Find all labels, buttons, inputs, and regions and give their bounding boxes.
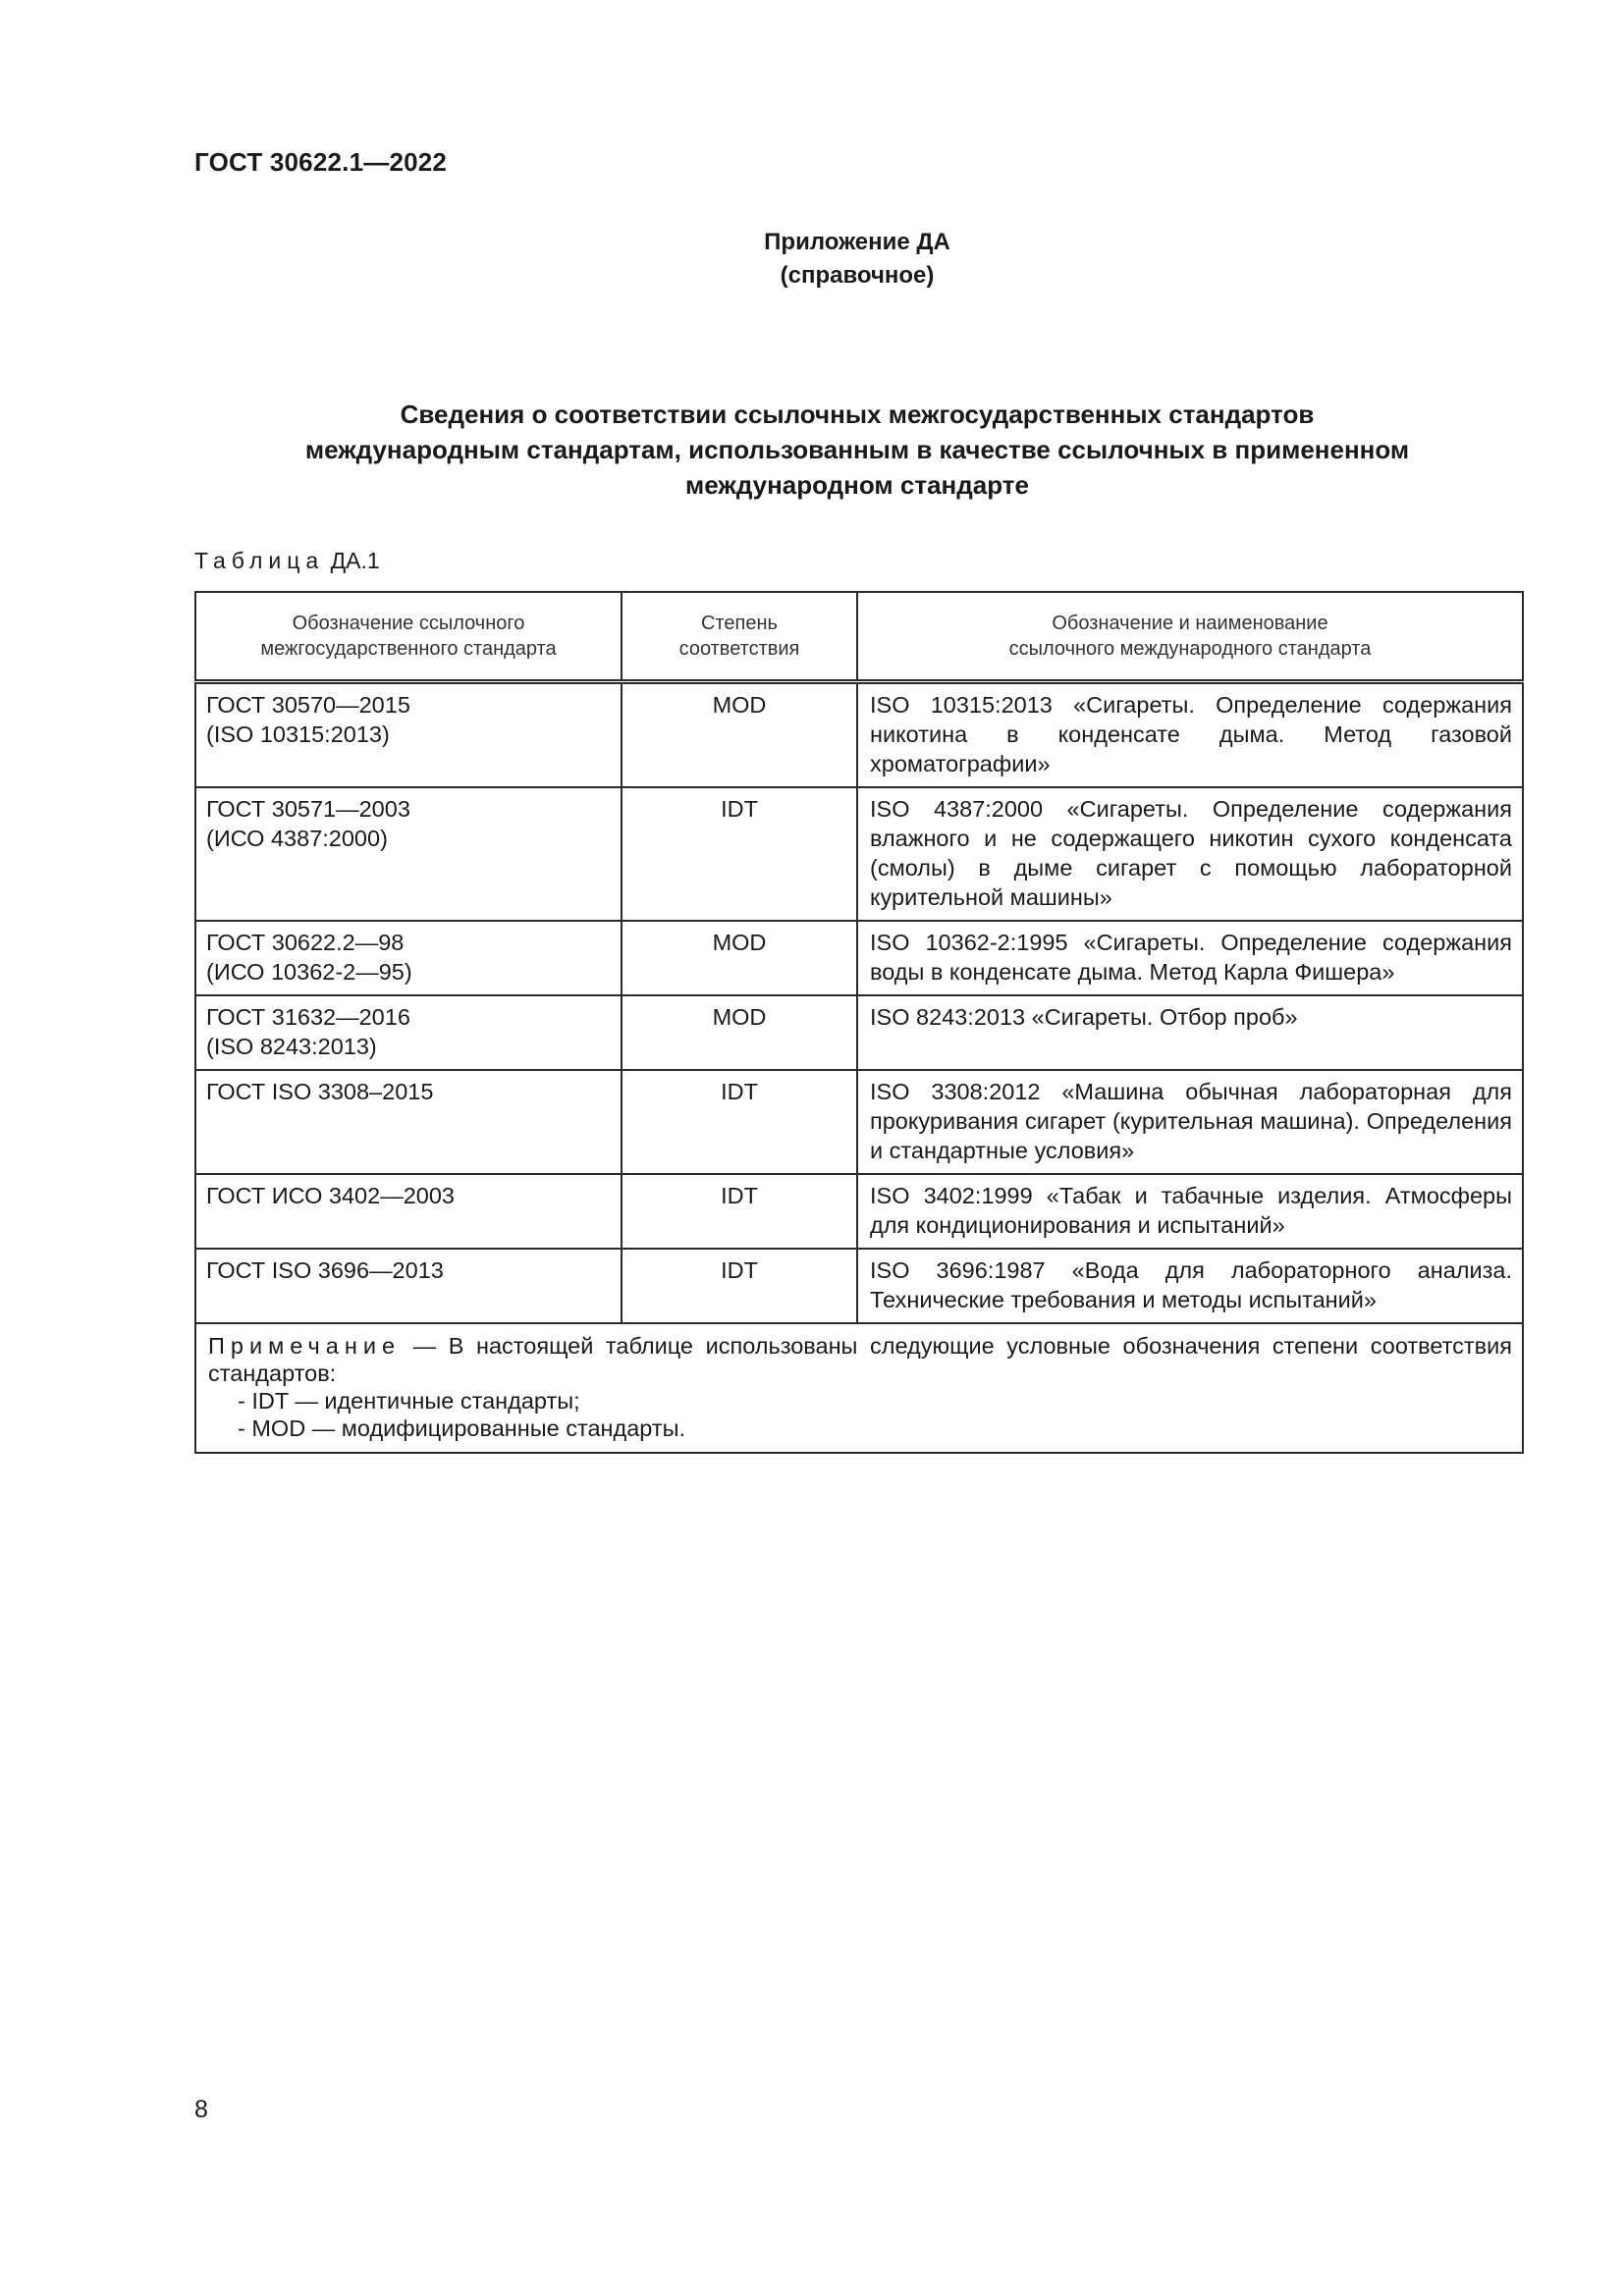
appendix-title: Приложение ДА <box>764 229 950 255</box>
header-col1-line2: межгосударственного стандарта <box>260 638 557 660</box>
degree-cell: MOD <box>622 921 857 995</box>
document-code: ГОСТ 30622.1—2022 <box>194 147 448 177</box>
international-standard-cell: ISO 10362-2:1995 «Сигареты. Определение содержания воды в конденсате дыма. Метод Карла Фишера» <box>857 921 1523 995</box>
gost-cell <box>195 682 622 788</box>
degree-cell: IDT <box>622 1174 857 1249</box>
international-standard-cell: ISO 10315:2013 «Сигареты. Определение содержания никотина в конденсате дыма. Метод газовой хроматографии» <box>857 682 1523 788</box>
table-caption-word: Таблица <box>194 548 325 573</box>
table-row <box>195 1070 1523 1174</box>
title-line-2: международным стандартам, использованным в качестве ссылочных в примененном <box>304 435 1410 464</box>
gost-designation: ГОСТ ISO 3308–2015 <box>206 1079 434 1104</box>
note-text: — В настоящей таблице использованы следующие условные обозначения степени соответствия стандартов: <box>208 1333 1512 1386</box>
gost-equivalent: (ISO 8243:2013) <box>206 1034 377 1059</box>
degree-cell: MOD <box>622 995 857 1070</box>
header-col1-line1: Обозначение ссылочного <box>292 613 525 634</box>
international-standard-cell: ISO 4387:2000 «Сигареты. Определение содержания влажного и не содержащего никотин сухого конденсата (смолы) в дыме сигарет с помощью лабораторной курительной машины» <box>857 787 1523 921</box>
table-row <box>195 1249 1523 1323</box>
degree-cell: IDT <box>622 1070 857 1174</box>
appendix-heading <box>194 226 1520 293</box>
gost-cell <box>195 1174 622 1249</box>
international-standard-cell: ISO 8243:2013 «Сигареты. Отбор проб» <box>857 995 1523 1070</box>
gost-designation: ГОСТ ISO 3696—2013 <box>206 1257 444 1283</box>
table-row <box>195 787 1523 921</box>
appendix-type: (справочное) <box>780 262 935 289</box>
gost-cell <box>195 787 622 921</box>
gost-designation: ГОСТ 30570—2015 <box>206 692 410 718</box>
international-standard-cell: ISO 3696:1987 «Вода для лабораторного анализа. Технические требования и методы испытаний» <box>857 1249 1523 1323</box>
degree-cell: MOD <box>622 682 857 788</box>
table-note-row <box>195 1323 1523 1453</box>
degree-cell: IDT <box>622 787 857 921</box>
page-number: 8 <box>194 2096 208 2123</box>
gost-equivalent: (ИСО 4387:2000) <box>206 826 388 851</box>
table-row <box>195 1174 1523 1249</box>
table-caption-number: ДА.1 <box>330 548 380 573</box>
gost-designation: ГОСТ 30571—2003 <box>206 796 410 822</box>
header-interstate-standard <box>195 592 622 682</box>
note-label: Примечание <box>208 1333 402 1359</box>
title-line-1: Сведения о соответствии ссылочных межгосударственных стандартов <box>400 400 1315 429</box>
title-line-3: международном стандарте <box>685 470 1029 500</box>
header-degree <box>622 592 857 682</box>
table-row <box>195 682 1523 788</box>
standards-table <box>194 591 1524 1454</box>
note-item-mod: - MOD — модифицированные стандарты. <box>238 1415 686 1441</box>
header-col2-line1: Степень <box>701 613 778 634</box>
gost-equivalent: (ISO 10315:2013) <box>206 721 390 747</box>
note-item-idt: - IDT — идентичные стандарты; <box>238 1388 580 1414</box>
table-row <box>195 921 1523 995</box>
table-note <box>195 1323 1523 1453</box>
gost-designation: ГОСТ 31632—2016 <box>206 1004 410 1030</box>
gost-cell <box>195 995 622 1070</box>
table-header-row <box>195 592 1523 682</box>
header-col3-line2: ссылочного международного стандарта <box>1008 638 1372 660</box>
gost-cell <box>195 1070 622 1174</box>
international-standard-cell: ISO 3402:1999 «Табак и табачные изделия. Атмосферы для кондиционирования и испытаний» <box>857 1174 1523 1249</box>
gost-equivalent: (ИСО 10362-2—95) <box>206 959 412 985</box>
degree-cell: IDT <box>622 1249 857 1323</box>
table-caption <box>194 548 380 574</box>
table-row <box>195 995 1523 1070</box>
gost-cell <box>195 921 622 995</box>
gost-cell <box>195 1249 622 1323</box>
gost-designation: ГОСТ ИСО 3402—2003 <box>206 1183 455 1208</box>
header-col2-line2: соответствия <box>678 638 800 660</box>
international-standard-cell: ISO 3308:2012 «Машина обычная лабораторная для прокуривания сигарет (курительная машина). Определения и стандартные условия» <box>857 1070 1523 1174</box>
header-international-standard <box>857 592 1523 682</box>
section-title <box>194 397 1520 503</box>
header-col3-line1: Обозначение и наименование <box>1052 613 1328 634</box>
gost-designation: ГОСТ 30622.2—98 <box>206 930 405 955</box>
